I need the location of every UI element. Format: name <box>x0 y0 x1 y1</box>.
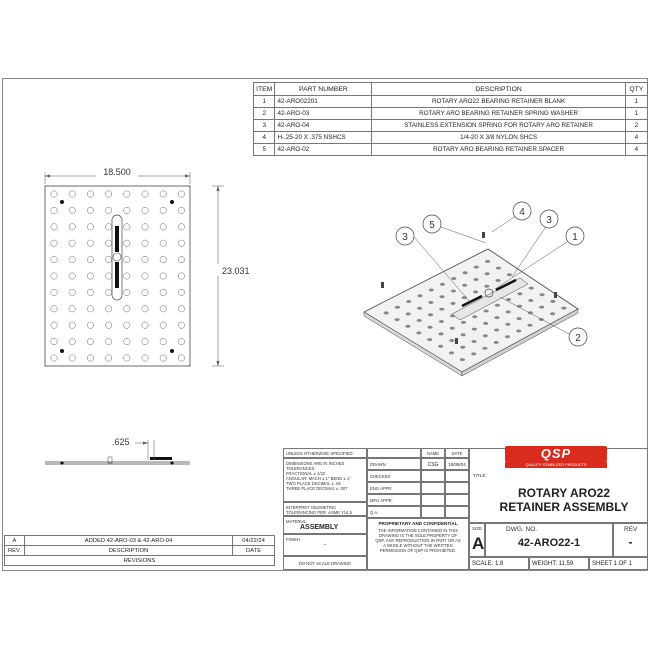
tb-eng-appr-name <box>421 482 445 494</box>
tb-drawn-date: 10/09/24 <box>448 462 466 467</box>
revision-header-row <box>5 546 275 556</box>
bom-part-number: 42-ARO02201 <box>275 96 372 108</box>
bom-part-number: 42-ARO-04 <box>275 120 372 132</box>
tb-dwg-label: DWG. NO. <box>506 526 538 533</box>
tb-no-scale: DO NOT SCALE DRAWING <box>298 561 352 566</box>
qsp-logo <box>505 446 607 462</box>
bom-qty: 2 <box>625 120 647 132</box>
tb-finish-cell <box>283 534 367 556</box>
tb-scale: SCALE: 1:8 <box>472 561 504 567</box>
tb-qa-label: Q.A. <box>370 510 379 515</box>
tb-rev-cell <box>613 523 648 557</box>
tb-mfg-appr-name <box>421 494 445 506</box>
tb-finish-label: FINISH <box>286 537 300 542</box>
bom-qty: 4 <box>625 144 647 156</box>
tb-scale-cell <box>469 557 529 570</box>
revision-header-date: DATE <box>233 546 275 556</box>
tb-note-line: ANGULAR: MACH ± 1° BEND ± 1° <box>286 476 351 481</box>
tb-eng-appr-label: ENG APPR. <box>370 486 393 491</box>
tb-material-cell <box>283 516 367 534</box>
drawing-title-line1: ROTARY ARO22 <box>517 486 610 500</box>
drawing-title <box>480 486 648 514</box>
balloon-5 <box>423 215 441 233</box>
tb-mfg-appr-label: MFG APPR. <box>370 498 393 503</box>
tb-checked-label: CHECKED <box>370 474 391 479</box>
qsp-logo-text: QSP <box>540 446 572 461</box>
tb-rev-label: REV <box>624 526 638 533</box>
bom-description: STAINLESS EXTENSION SPRING FOR ROTARY ARO RETAINER <box>372 120 625 132</box>
tb-drawn-name: CSG <box>427 462 439 468</box>
bom-header-part-number: PART NUMBER <box>275 83 372 96</box>
tb-no-scale-cell <box>283 556 367 570</box>
tb-date-header: DATE <box>451 451 463 456</box>
tb-material-label: MATERIAL <box>286 519 307 524</box>
revision-header-rev: REV. <box>5 546 25 556</box>
drawing-title-line2: RETAINER ASSEMBLY <box>499 500 629 514</box>
tb-weight: WEIGHT: 11.59 <box>532 561 574 567</box>
tb-note-line: DIMENSIONS ARE IN INCHES <box>286 461 345 466</box>
bom-item: 5 <box>254 144 275 156</box>
tb-sheet: SHEET 1 OF 1 <box>592 561 632 567</box>
dim-height: 23.031 <box>222 266 250 276</box>
revision-title-row <box>5 556 275 566</box>
bom-part-number: H-.25-20 X .375 NSHCS <box>275 132 372 144</box>
tb-mfg-appr-date <box>445 494 469 506</box>
balloon-3a <box>540 210 558 228</box>
tb-unless: UNLESS OTHERWISE SPECIFIED: <box>286 451 354 456</box>
balloon-label: 5 <box>429 220 435 231</box>
qsp-tagline: QUALITY STABILIZED PRODUCTS <box>505 462 607 468</box>
tb-name-header-cell <box>421 448 445 458</box>
bom-qty: 1 <box>625 96 647 108</box>
tb-mfg-appr-cell <box>367 494 421 506</box>
tb-material-value: ASSEMBLY <box>300 524 339 531</box>
tb-prop-line: PERMISSION OF QSP IS PROHIBITED. <box>379 548 457 553</box>
tb-eng-appr-cell <box>367 482 421 494</box>
balloon-label: 3 <box>402 232 408 243</box>
tb-finish-value: - <box>324 542 326 548</box>
tb-prop-line: A WHOLE WITHOUT THE WRITTEN <box>383 543 453 548</box>
balloon-label: 1 <box>572 232 578 243</box>
tb-note-line: THREE PLACE DECIMAL ± .007 <box>286 486 348 491</box>
bom-item: 4 <box>254 132 275 144</box>
balloon-3b <box>396 227 414 245</box>
tb-blank-header <box>367 448 421 458</box>
tb-size-label: SIZE <box>472 526 483 531</box>
bom-description: ROTARY ARO22 BEARING RETAINER BLANK <box>372 96 625 108</box>
bom-description: ROTARY ARO BEARING RETAINER SPACER <box>372 144 625 156</box>
revision-title: REVISIONS <box>5 556 275 566</box>
bom-qty: 4 <box>625 132 647 144</box>
balloon-label: 3 <box>546 215 552 226</box>
tb-prop-line: DRAWING IS THE SOLE PROPERTY OF <box>378 533 458 538</box>
bom-description: 1/4-20 X 3/8 NYLON SHCS <box>372 132 625 144</box>
tb-prop-line: THE INFORMATION CONTAINED IN THIS <box>377 528 459 533</box>
balloon-label: 2 <box>575 333 581 344</box>
revision-date: 04/22/24 <box>233 536 275 546</box>
tb-rev-value: - <box>628 535 633 549</box>
bom-item: 1 <box>254 96 275 108</box>
tb-note-line: TOLERANCING PER: ASME Y14.5 <box>286 510 352 515</box>
revision-table <box>4 535 275 566</box>
revision-header-description: DESCRIPTION <box>24 546 232 556</box>
revision-row <box>5 536 275 546</box>
tb-size-cell <box>469 523 485 557</box>
tb-proprietary-title: PROPRIETARY AND CONFIDENTIAL <box>378 521 458 526</box>
tb-title-label: TITLE: <box>473 473 487 478</box>
bom-description: ROTARY ARO BEARING RETAINER SPRING WASHER <box>372 108 625 120</box>
tb-note-line: FRACTIONAL ± 1/32 <box>286 471 326 476</box>
tb-weight-cell <box>529 557 589 570</box>
tb-date-header-cell <box>445 448 469 458</box>
tb-drawn-cell <box>367 458 421 470</box>
dim-thickness: .625 <box>112 437 130 447</box>
tb-name-header: NAME <box>426 451 440 456</box>
tb-drawn-name-cell <box>421 458 445 470</box>
tb-dimensions-note <box>283 458 367 502</box>
bom-header-description: DESCRIPTION <box>372 83 625 96</box>
tb-unless-cell <box>283 448 367 458</box>
isometric-view <box>364 202 587 376</box>
dim-width: 18.500 <box>103 167 131 177</box>
tb-size-value: A <box>472 534 485 553</box>
balloon-2 <box>569 328 587 346</box>
bom-part-number: 42-ARO-02 <box>275 144 372 156</box>
bom-part-number: 42-ARO-03 <box>275 108 372 120</box>
tb-eng-appr-date <box>445 482 469 494</box>
tb-qa-name <box>421 506 445 518</box>
tb-note-line: TWO PLACE DECIMAL ± .04 <box>286 481 341 486</box>
bom-header-qty: QTY <box>625 83 647 96</box>
tb-drawn-label: DRAWN <box>370 462 386 467</box>
bom-qty: 1 <box>625 108 647 120</box>
revision-description: ADDED 42-ARO-03 & 42-ARO-04 <box>24 536 232 546</box>
bom-item: 3 <box>254 120 275 132</box>
tb-proprietary-cell <box>367 518 469 570</box>
tb-sheet-cell <box>589 557 648 570</box>
tb-checked-name <box>421 470 445 482</box>
bom-item: 2 <box>254 108 275 120</box>
balloon-label: 4 <box>519 207 525 218</box>
tb-dwg-cell <box>485 523 613 557</box>
tb-qa-date <box>445 506 469 518</box>
bom-header-item: ITEM <box>254 83 275 96</box>
balloon-1 <box>566 227 584 245</box>
tb-geometric-note <box>283 502 367 516</box>
tb-qa-cell <box>367 506 421 518</box>
tb-drawn-date-cell <box>445 458 469 470</box>
tb-prop-line: QSP. ANY REPRODUCTION IN PART OR AS <box>375 538 461 543</box>
top-view <box>45 166 250 366</box>
tb-checked-date <box>445 470 469 482</box>
tb-checked-cell <box>367 470 421 482</box>
balloon-4 <box>513 202 531 220</box>
revision-letter: A <box>5 536 25 546</box>
tb-note-line: TOLERANCES: <box>286 466 316 471</box>
side-view <box>45 437 190 465</box>
tb-dwg-number: 42-ARO22-1 <box>517 537 581 549</box>
tb-note-line: INTERPRET GEOMETRIC <box>286 505 337 510</box>
